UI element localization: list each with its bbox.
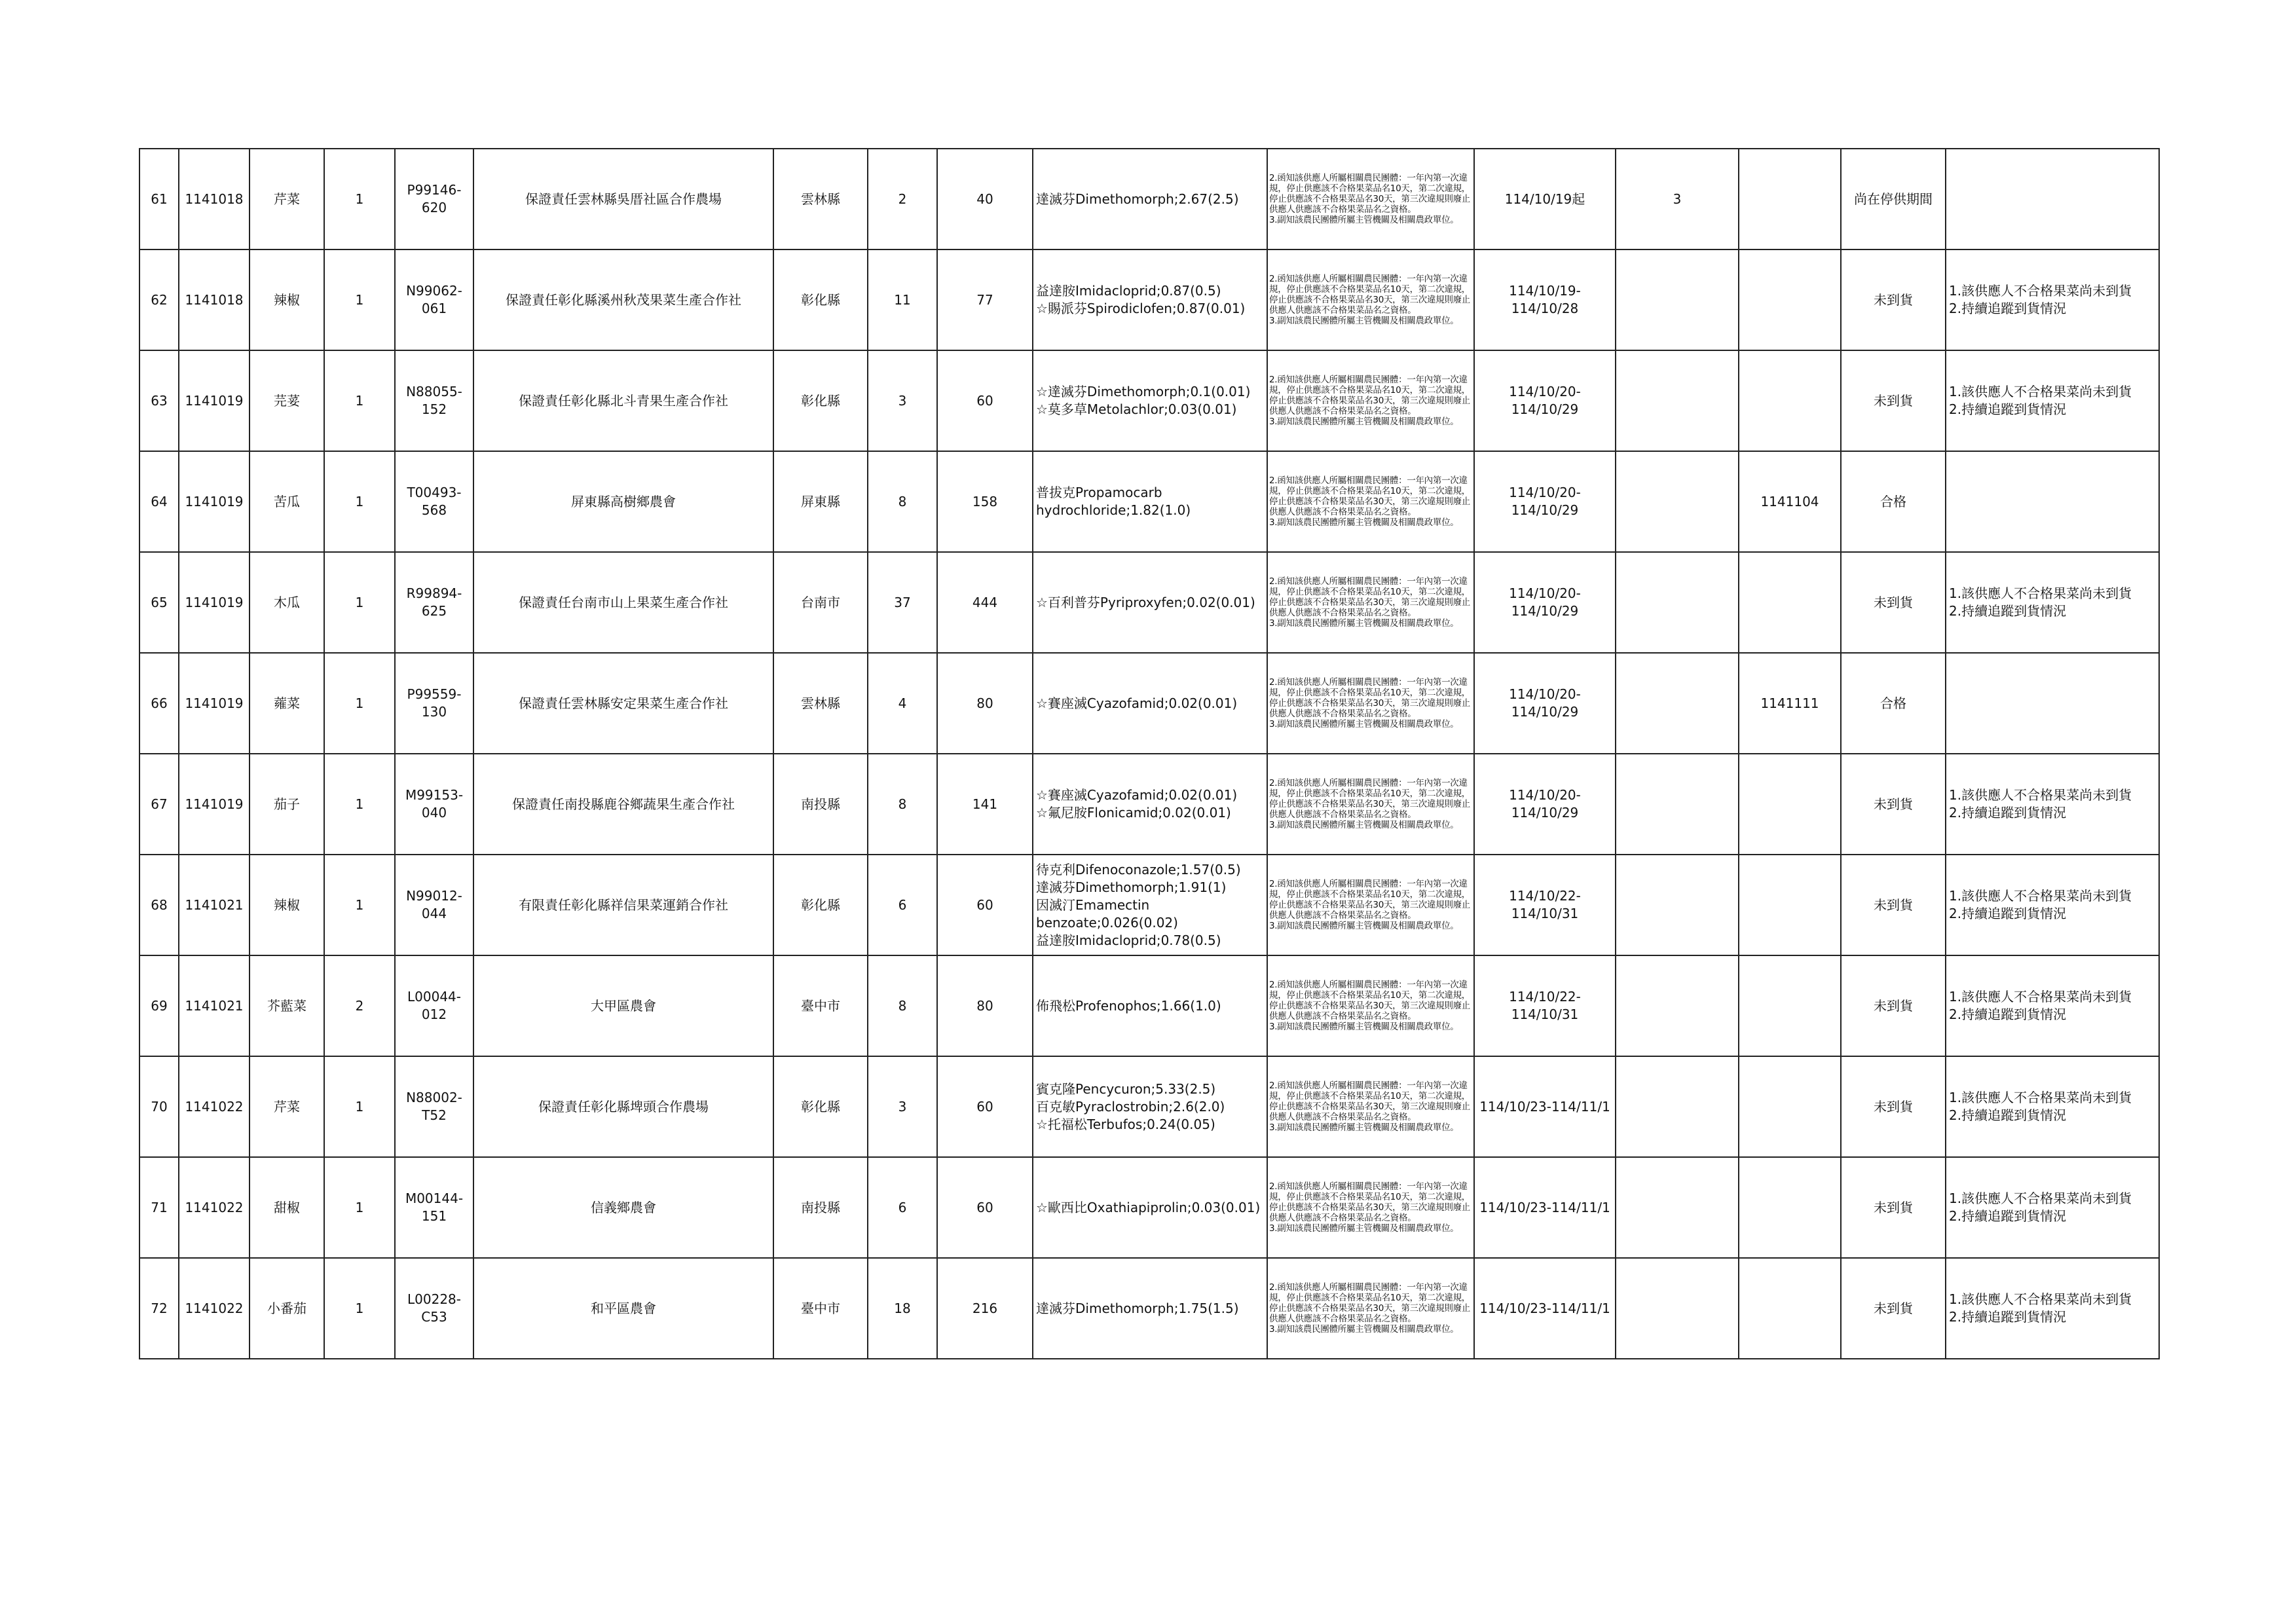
suspension-period-cell: 114/10/23-114/11/1 — [1474, 1157, 1616, 1258]
quantity-cell: 8 — [868, 955, 937, 1056]
table-row — [139, 249, 2159, 350]
supplier-name-cell: 和平區農會 — [473, 1258, 773, 1359]
remarks-cell — [1946, 350, 2159, 451]
row-number-cell: 66 — [139, 653, 179, 754]
residue-results-cell — [1033, 1258, 1267, 1359]
sample-count-cell: 1 — [324, 1056, 395, 1157]
remarks-line: 1.該供應人不合格果菜尚未到貨 — [1949, 1090, 2132, 1105]
recheck-date-cell — [1739, 149, 1841, 249]
inspection-date-cell: 1141022 — [179, 1157, 250, 1258]
remarks-line: 1.該供應人不合格果菜尚未到貨 — [1949, 787, 2132, 803]
remarks-line: 1.該供應人不合格果菜尚未到貨 — [1949, 384, 2132, 399]
recheck-date-cell — [1739, 955, 1841, 1056]
suspension-period-cell: 114/10/22-114/10/31 — [1474, 955, 1616, 1056]
weight-cell: 40 — [937, 149, 1033, 249]
produce-item-cell: 辣椒 — [250, 249, 324, 350]
quantity-cell: 11 — [868, 249, 937, 350]
inspection-date-cell: 1141019 — [179, 552, 250, 653]
row-number-cell: 68 — [139, 855, 179, 955]
quantity-cell: 8 — [868, 754, 937, 855]
quantity-cell: 3 — [868, 1056, 937, 1157]
weight-cell: 158 — [937, 451, 1033, 552]
county-cell: 彰化縣 — [773, 1056, 868, 1157]
table-row — [139, 149, 2159, 249]
county-cell: 雲林縣 — [773, 653, 868, 754]
violation-times-cell — [1616, 249, 1739, 350]
produce-item-cell: 辣椒 — [250, 855, 324, 955]
inspection-date-cell: 1141018 — [179, 249, 250, 350]
suspension-period-cell: 114/10/23-114/11/1 — [1474, 1056, 1616, 1157]
residue-results-cell — [1033, 653, 1267, 754]
remarks-cell — [1946, 1258, 2159, 1359]
row-number-cell: 62 — [139, 249, 179, 350]
residue-results-cell — [1033, 350, 1267, 451]
table-row — [139, 855, 2159, 955]
supplier-name-cell: 保證責任彰化縣溪州秋茂果菜生產合作社 — [473, 249, 773, 350]
violation-times-cell — [1616, 451, 1739, 552]
remarks-line: 2.持續追蹤到貨情況 — [1949, 1107, 2067, 1123]
recheck-date-cell — [1739, 1056, 1841, 1157]
recheck-date-cell — [1739, 1258, 1841, 1359]
recheck-date-cell — [1739, 855, 1841, 955]
produce-item-cell: 甜椒 — [250, 1157, 324, 1258]
county-cell: 屏東縣 — [773, 451, 868, 552]
recheck-date-cell — [1739, 1157, 1841, 1258]
inspection-date-cell: 1141021 — [179, 955, 250, 1056]
supplier-name-cell: 保證責任南投縣鹿谷鄉蔬果生產合作社 — [473, 754, 773, 855]
produce-item-cell: 蕹菜 — [250, 653, 324, 754]
quantity-cell: 3 — [868, 350, 937, 451]
weight-cell: 216 — [937, 1258, 1033, 1359]
quantity-cell: 37 — [868, 552, 937, 653]
remarks-cell — [1946, 1056, 2159, 1157]
violation-times-cell — [1616, 754, 1739, 855]
residue-results-line: 益達胺Imidacloprid;0.78(0.5) — [1036, 932, 1221, 948]
sample-count-cell: 1 — [324, 149, 395, 249]
suspension-period-cell: 114/10/23-114/11/1 — [1474, 1258, 1616, 1359]
measures-cell: 2.函知該供應人所屬相關農民團體：一年內第一次違規，停止供應該不合格果菜品名10天，第二次違規，停止供應該不合格果菜品名30天，第三次違規則廢止供應人供應該不合格果菜品名之資格。 3.副知該農民團體所屬主管機關及相關農政單位。 — [1267, 249, 1474, 350]
violation-times-cell — [1616, 552, 1739, 653]
quantity-cell: 8 — [868, 451, 937, 552]
weight-cell: 60 — [937, 1157, 1033, 1258]
row-number-cell: 71 — [139, 1157, 179, 1258]
residue-results-cell — [1033, 955, 1267, 1056]
county-cell: 南投縣 — [773, 754, 868, 855]
residue-results-line: 因滅汀Emamectin — [1036, 896, 1150, 913]
remarks-cell — [1946, 149, 2159, 249]
status-cell: 尚在停供期間 — [1841, 149, 1946, 249]
county-cell: 彰化縣 — [773, 350, 868, 451]
status-cell: 未到貨 — [1841, 855, 1946, 955]
produce-item-cell: 小番茄 — [250, 1258, 324, 1359]
supplier-code-cell: T00493-568 — [395, 451, 473, 552]
measures-cell: 2.函知該供應人所屬相關農民團體：一年內第一次違規，停止供應該不合格果菜品名10天，第二次違規，停止供應該不合格果菜品名30天，第三次違規則廢止供應人供應該不合格果菜品名之資格。 3.副知該農民團體所屬主管機關及相關農政單位。 — [1267, 1258, 1474, 1359]
row-number-cell: 69 — [139, 955, 179, 1056]
table-body — [139, 149, 2159, 1359]
weight-cell: 77 — [937, 249, 1033, 350]
supplier-code-cell: N88002-T52 — [395, 1056, 473, 1157]
measures-cell: 2.函知該供應人所屬相關農民團體：一年內第一次違規，停止供應該不合格果菜品名10天，第二次違規，停止供應該不合格果菜品名30天，第三次違規則廢止供應人供應該不合格果菜品名之資格。 3.副知該農民團體所屬主管機關及相關農政單位。 — [1267, 552, 1474, 653]
supplier-name-cell: 保證責任彰化縣北斗青果生產合作社 — [473, 350, 773, 451]
remarks-line: 2.持續追蹤到貨情況 — [1949, 1208, 2067, 1224]
suspension-period-cell: 114/10/20-114/10/29 — [1474, 552, 1616, 653]
residue-results-line: ☆莫多草Metolachlor;0.03(0.01) — [1036, 401, 1237, 417]
quantity-cell: 2 — [868, 149, 937, 249]
sample-count-cell: 1 — [324, 1258, 395, 1359]
remarks-line: 2.持續追蹤到貨情況 — [1949, 1309, 2067, 1325]
weight-cell: 80 — [937, 955, 1033, 1056]
remarks-line: 1.該供應人不合格果菜尚未到貨 — [1949, 283, 2132, 299]
inspection-date-cell: 1141022 — [179, 1258, 250, 1359]
table-row — [139, 451, 2159, 552]
supplier-name-cell: 大甲區農會 — [473, 955, 773, 1056]
remarks-line: 2.持續追蹤到貨情況 — [1949, 906, 2067, 921]
residue-results-line: benzoate;0.026(0.02) — [1036, 914, 1178, 931]
produce-item-cell: 芹菜 — [250, 1056, 324, 1157]
produce-item-cell: 芥藍菜 — [250, 955, 324, 1056]
measures-cell: 2.函知該供應人所屬相關農民團體：一年內第一次違規，停止供應該不合格果菜品名10天，第二次違規，停止供應該不合格果菜品名30天，第三次違規則廢止供應人供應該不合格果菜品名之資格。 3.副知該農民團體所屬主管機關及相關農政單位。 — [1267, 1157, 1474, 1258]
row-number-cell: 61 — [139, 149, 179, 249]
remarks-line: 1.該供應人不合格果菜尚未到貨 — [1949, 1190, 2132, 1206]
remarks-line: 2.持續追蹤到貨情況 — [1949, 301, 2067, 316]
residue-results-line: 佈飛松Profenophos;1.66(1.0) — [1036, 997, 1221, 1014]
status-cell: 未到貨 — [1841, 955, 1946, 1056]
inspection-date-cell: 1141019 — [179, 653, 250, 754]
remarks-cell — [1946, 249, 2159, 350]
residue-results-line: 達滅芬Dimethomorph;2.67(2.5) — [1036, 191, 1239, 207]
supplier-code-cell: N99012-044 — [395, 855, 473, 955]
suspension-period-cell: 114/10/20-114/10/29 — [1474, 451, 1616, 552]
violation-times-cell — [1616, 653, 1739, 754]
residue-results-cell — [1033, 451, 1267, 552]
remarks-cell — [1946, 855, 2159, 955]
quantity-cell: 6 — [868, 1157, 937, 1258]
row-number-cell: 70 — [139, 1056, 179, 1157]
table-row — [139, 1258, 2159, 1359]
measures-cell: 2.函知該供應人所屬相關農民團體：一年內第一次違規，停止供應該不合格果菜品名10天，第二次違規，停止供應該不合格果菜品名30天，第三次違規則廢止供應人供應該不合格果菜品名之資格。 3.副知該農民團體所屬主管機關及相關農政單位。 — [1267, 754, 1474, 855]
produce-item-cell: 芹菜 — [250, 149, 324, 249]
remarks-cell — [1946, 1157, 2159, 1258]
residue-results-line: 達滅芬Dimethomorph;1.75(1.5) — [1036, 1300, 1239, 1316]
remarks-line: 1.該供應人不合格果菜尚未到貨 — [1949, 1291, 2132, 1307]
measures-cell: 2.函知該供應人所屬相關農民團體：一年內第一次違規，停止供應該不合格果菜品名10天，第二次違規，停止供應該不合格果菜品名30天，第三次違規則廢止供應人供應該不合格果菜品名之資格。 3.副知該農民團體所屬主管機關及相關農政單位。 — [1267, 149, 1474, 249]
residue-results-cell — [1033, 149, 1267, 249]
suspension-period-cell: 114/10/20-114/10/29 — [1474, 754, 1616, 855]
report-table — [139, 148, 2160, 1359]
supplier-name-cell: 信義鄉農會 — [473, 1157, 773, 1258]
measures-cell: 2.函知該供應人所屬相關農民團體：一年內第一次違規，停止供應該不合格果菜品名10天，第二次違規，停止供應該不合格果菜品名30天，第三次違規則廢止供應人供應該不合格果菜品名之資格。 3.副知該農民團體所屬主管機關及相關農政單位。 — [1267, 1056, 1474, 1157]
recheck-date-cell: 1141104 — [1739, 451, 1841, 552]
recheck-date-cell — [1739, 350, 1841, 451]
recheck-date-cell — [1739, 552, 1841, 653]
table-row — [139, 955, 2159, 1056]
recheck-date-cell — [1739, 754, 1841, 855]
remarks-line: 1.該供應人不合格果菜尚未到貨 — [1949, 888, 2132, 904]
sample-count-cell: 1 — [324, 249, 395, 350]
supplier-code-cell: L00044-012 — [395, 955, 473, 1056]
status-cell: 合格 — [1841, 653, 1946, 754]
table-row — [139, 1157, 2159, 1258]
table-row — [139, 653, 2159, 754]
measures-cell: 2.函知該供應人所屬相關農民團體：一年內第一次違規，停止供應該不合格果菜品名10天，第二次違規，停止供應該不合格果菜品名30天，第三次違規則廢止供應人供應該不合格果菜品名之資格。 3.副知該農民團體所屬主管機關及相關農政單位。 — [1267, 451, 1474, 552]
remarks-cell — [1946, 955, 2159, 1056]
measures-cell: 2.函知該供應人所屬相關農民團體：一年內第一次違規，停止供應該不合格果菜品名10天，第二次違規，停止供應該不合格果菜品名30天，第三次違規則廢止供應人供應該不合格果菜品名之資格。 3.副知該農民團體所屬主管機關及相關農政單位。 — [1267, 653, 1474, 754]
supplier-name-cell: 保證責任雲林縣安定果菜生產合作社 — [473, 653, 773, 754]
remarks-line: 1.該供應人不合格果菜尚未到貨 — [1949, 989, 2132, 1005]
weight-cell: 80 — [937, 653, 1033, 754]
residue-results-line: 普拔克Propamocarb — [1036, 485, 1162, 500]
county-cell: 南投縣 — [773, 1157, 868, 1258]
sample-count-cell: 1 — [324, 552, 395, 653]
residue-results-cell — [1033, 754, 1267, 855]
remarks-cell — [1946, 754, 2159, 855]
supplier-name-cell: 有限責任彰化縣祥信果菜運銷合作社 — [473, 855, 773, 955]
sample-count-cell: 1 — [324, 1157, 395, 1258]
recheck-date-cell: 1141111 — [1739, 653, 1841, 754]
supplier-name-cell: 保證責任雲林縣吳厝社區合作農場 — [473, 149, 773, 249]
county-cell: 臺中市 — [773, 1258, 868, 1359]
supplier-code-cell: N99062-061 — [395, 249, 473, 350]
table-row — [139, 1056, 2159, 1157]
violation-times-cell: 3 — [1616, 149, 1739, 249]
supplier-code-cell: P99146-620 — [395, 149, 473, 249]
sample-count-cell: 2 — [324, 955, 395, 1056]
residue-results-line: ☆賜派芬Spirodiclofen;0.87(0.01) — [1036, 301, 1246, 316]
row-number-cell: 64 — [139, 451, 179, 552]
county-cell: 彰化縣 — [773, 249, 868, 350]
supplier-code-cell: L00228-C53 — [395, 1258, 473, 1359]
residue-results-line: 益達胺Imidacloprid;0.87(0.5) — [1036, 283, 1221, 299]
violation-times-cell — [1616, 350, 1739, 451]
supplier-code-cell: P99559-130 — [395, 653, 473, 754]
status-cell: 未到貨 — [1841, 1258, 1946, 1359]
inspection-date-cell: 1141019 — [179, 451, 250, 552]
violation-times-cell — [1616, 1157, 1739, 1258]
residue-results-line: ☆賽座滅Cyazofamid;0.02(0.01) — [1036, 787, 1238, 803]
weight-cell: 444 — [937, 552, 1033, 653]
residue-results-cell — [1033, 1157, 1267, 1258]
status-cell: 未到貨 — [1841, 552, 1946, 653]
residue-results-line: ☆百利普芬Pyriproxyfen;0.02(0.01) — [1036, 594, 1255, 610]
sample-count-cell: 1 — [324, 451, 395, 552]
remarks-cell — [1946, 552, 2159, 653]
measures-cell: 2.函知該供應人所屬相關農民團體：一年內第一次違規，停止供應該不合格果菜品名10天，第二次違規，停止供應該不合格果菜品名30天，第三次違規則廢止供應人供應該不合格果菜品名之資格。 3.副知該農民團體所屬主管機關及相關農政單位。 — [1267, 350, 1474, 451]
supplier-code-cell: M99153-040 — [395, 754, 473, 855]
violation-times-cell — [1616, 855, 1739, 955]
measures-cell: 2.函知該供應人所屬相關農民團體：一年內第一次違規，停止供應該不合格果菜品名10天，第二次違規，停止供應該不合格果菜品名30天，第三次違規則廢止供應人供應該不合格果菜品名之資格。 3.副知該農民團體所屬主管機關及相關農政單位。 — [1267, 855, 1474, 955]
supplier-name-cell: 保證責任台南市山上果菜生產合作社 — [473, 552, 773, 653]
suspension-period-cell: 114/10/20-114/10/29 — [1474, 350, 1616, 451]
residue-results-line: 達滅芬Dimethomorph;1.91(1) — [1036, 879, 1227, 895]
row-number-cell: 67 — [139, 754, 179, 855]
supplier-name-cell: 保證責任彰化縣埤頭合作農場 — [473, 1056, 773, 1157]
status-cell: 合格 — [1841, 451, 1946, 552]
status-cell: 未到貨 — [1841, 249, 1946, 350]
quantity-cell: 6 — [868, 855, 937, 955]
status-cell: 未到貨 — [1841, 1056, 1946, 1157]
table-row — [139, 350, 2159, 451]
residue-results-line: ☆托福松Terbufos;0.24(0.05) — [1036, 1116, 1215, 1132]
residue-results-cell — [1033, 552, 1267, 653]
residue-results-line: ☆賽座滅Cyazofamid;0.02(0.01) — [1036, 695, 1238, 711]
supplier-code-cell: R99894-625 — [395, 552, 473, 653]
produce-item-cell: 木瓜 — [250, 552, 324, 653]
county-cell: 雲林縣 — [773, 149, 868, 249]
row-number-cell: 63 — [139, 350, 179, 451]
sample-count-cell: 1 — [324, 855, 395, 955]
residue-results-cell — [1033, 249, 1267, 350]
residue-results-cell — [1033, 1056, 1267, 1157]
measures-cell: 2.函知該供應人所屬相關農民團體：一年內第一次違規，停止供應該不合格果菜品名10天，第二次違規，停止供應該不合格果菜品名30天，第三次違規則廢止供應人供應該不合格果菜品名之資格。 3.副知該農民團體所屬主管機關及相關農政單位。 — [1267, 955, 1474, 1056]
status-cell: 未到貨 — [1841, 1157, 1946, 1258]
weight-cell: 60 — [937, 855, 1033, 955]
supplier-code-cell: N88055-152 — [395, 350, 473, 451]
table-row — [139, 552, 2159, 653]
remarks-line: 1.該供應人不合格果菜尚未到貨 — [1949, 585, 2132, 601]
remarks-line: 2.持續追蹤到貨情況 — [1949, 1006, 2067, 1022]
weight-cell: 141 — [937, 754, 1033, 855]
inspection-date-cell: 1141022 — [179, 1056, 250, 1157]
produce-item-cell: 苦瓜 — [250, 451, 324, 552]
status-cell: 未到貨 — [1841, 350, 1946, 451]
sample-count-cell: 1 — [324, 653, 395, 754]
quantity-cell: 18 — [868, 1258, 937, 1359]
inspection-date-cell: 1141019 — [179, 350, 250, 451]
row-number-cell: 65 — [139, 552, 179, 653]
table-row — [139, 754, 2159, 855]
residue-results-line: ☆氟尼胺Flonicamid;0.02(0.01) — [1036, 805, 1231, 821]
weight-cell: 60 — [937, 1056, 1033, 1157]
status-cell: 未到貨 — [1841, 754, 1946, 855]
inspection-date-cell: 1141021 — [179, 855, 250, 955]
sample-count-cell: 1 — [324, 754, 395, 855]
remarks-line: 2.持續追蹤到貨情況 — [1949, 401, 2067, 417]
remarks-line: 2.持續追蹤到貨情況 — [1949, 603, 2067, 619]
violation-times-cell — [1616, 955, 1739, 1056]
residue-results-line: hydrochloride;1.82(1.0) — [1036, 502, 1191, 518]
suspension-period-cell: 114/10/22-114/10/31 — [1474, 855, 1616, 955]
violation-times-cell — [1616, 1056, 1739, 1157]
inspection-date-cell: 1141018 — [179, 149, 250, 249]
county-cell: 臺中市 — [773, 955, 868, 1056]
produce-item-cell: 芫荽 — [250, 350, 324, 451]
county-cell: 台南市 — [773, 552, 868, 653]
inspection-date-cell: 1141019 — [179, 754, 250, 855]
supplier-code-cell: M00144-151 — [395, 1157, 473, 1258]
residue-results-line: 賓克隆Pencycuron;5.33(2.5) — [1036, 1080, 1216, 1097]
recheck-date-cell — [1739, 249, 1841, 350]
residue-results-cell — [1033, 855, 1267, 955]
residue-results-line: 百克敏Pyraclostrobin;2.6(2.0) — [1036, 1098, 1225, 1115]
violation-times-cell — [1616, 1258, 1739, 1359]
remarks-line: 2.持續追蹤到貨情況 — [1949, 805, 2067, 821]
weight-cell: 60 — [937, 350, 1033, 451]
produce-item-cell: 茄子 — [250, 754, 324, 855]
remarks-cell — [1946, 451, 2159, 552]
remarks-cell — [1946, 653, 2159, 754]
suspension-period-cell: 114/10/19起 — [1474, 149, 1616, 249]
suspension-period-cell: 114/10/19-114/10/28 — [1474, 249, 1616, 350]
residue-results-line: 待克利Difenoconazole;1.57(0.5) — [1036, 861, 1241, 877]
row-number-cell: 72 — [139, 1258, 179, 1359]
quantity-cell: 4 — [868, 653, 937, 754]
residue-results-line: ☆達滅芬Dimethomorph;0.1(0.01) — [1036, 384, 1251, 399]
sample-count-cell: 1 — [324, 350, 395, 451]
residue-results-line: ☆歐西比Oxathiapiprolin;0.03(0.01) — [1036, 1199, 1261, 1215]
supplier-name-cell: 屏東縣高樹鄉農會 — [473, 451, 773, 552]
suspension-period-cell: 114/10/20-114/10/29 — [1474, 653, 1616, 754]
county-cell: 彰化縣 — [773, 855, 868, 955]
